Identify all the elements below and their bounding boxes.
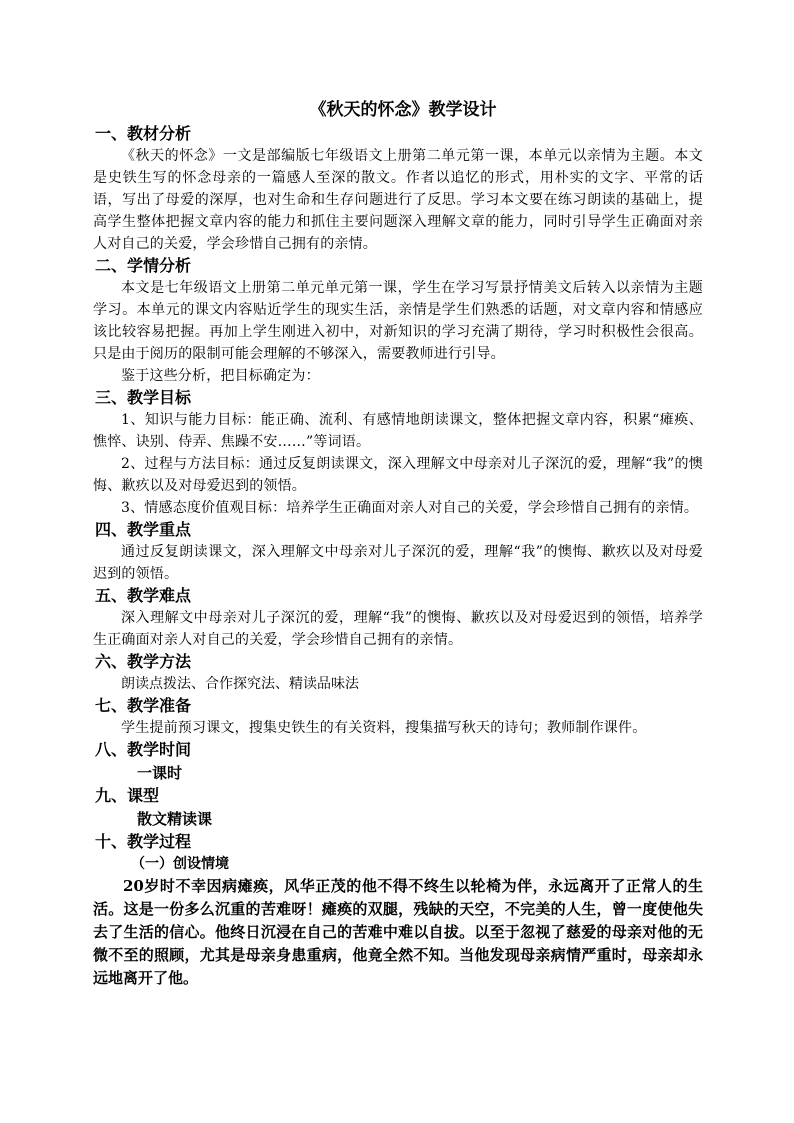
document-page: [93, 98, 703, 990]
heading-difficulties: 五、教学难点: [95, 586, 192, 605]
heading-textbook-analysis: 一、教材分析: [95, 124, 192, 143]
heading-key-points: 四、教学重点: [95, 520, 192, 539]
heading-lesson-type: 九、课型: [95, 786, 160, 805]
paragraph-textbook-analysis: 《秋天的怀念》一文是部编版七年级语文上册第二单元第一课，本单元以亲情为主题。本文是史铁生写的怀念母亲的一篇感人至深的散文。作者以追忆的形式，用朴实的文字、平常的话语，写出了母爱的深厚，也对生命和生存问题进行了反思。学习本文要在练习朗读的基础上，提高学生整体把握文章内容的能力和抓住主要问题深入理解文章的能力，同时引导学生正确面对亲人对自己的关爱，学会珍惜自己拥有的亲情。: [93, 148, 703, 252]
teaching-time-value: 一课时: [137, 764, 183, 782]
goal-emotion: 3、情感态度价值观目标：培养学生正确面对亲人对自己的关爱，学会珍惜自己拥有的亲情。: [121, 500, 699, 516]
paragraph-student-analysis: 本文是七年级语文上册第二单元单元第一课，学生在学习写景抒情美文后转入以亲情为主题学习。本单元的课文内容贴近学生的现实生活，亲情是学生们熟悉的话题，对文章内容和情感应该比较容易把握。再加上学生刚进入初中，对新知识的学习充满了期待，学习时积极性会很高。只是由于阅历的限制可能会理解的不够深入，需要教师进行引导。: [93, 280, 703, 362]
subheading-create-situation: （一）创设情境: [131, 856, 229, 872]
goal-process: 2、过程与方法目标：通过反复朗读课文，深入理解文中母亲对儿子深沉的爱，理解“我”的懊悔、歉疚以及对母爱迟到的领悟。: [93, 456, 703, 494]
paragraph-create-situation: 20岁时不幸因病瘫痪，风华正茂的他不得不终生以轮椅为伴，永远离开了正常人的生活。这是一份多么沉重的苦难呀！瘫痪的双腿，残缺的天空，不完美的人生，曾一度使他失去了生活的信心。他终日沉浸在自己的苦难中难以自拔。以至于忽视了慈爱的母亲对他的无微不至的照顾，尤其是母亲身患重病，他竟全然不知。当他发现母亲病情严重时，母亲却永远地离开了他。: [93, 877, 703, 987]
paragraph-preparation: 学生提前预习课文，搜集史铁生的有关资料，搜集描写秋天的诗句；教师制作课件。: [121, 720, 647, 736]
paragraph-teaching-methods: 朗读点拨法、合作探究法、精读品味法: [121, 676, 359, 692]
lesson-type-value: 散文精读课: [137, 810, 213, 828]
heading-teaching-time: 八、教学时间: [95, 740, 192, 759]
paragraph-key-points: 通过反复朗读课文，深入理解文中母亲对儿子深沉的爱，理解“我”的懊悔、歉疚以及对母爱迟到的领悟。: [93, 544, 703, 582]
heading-teaching-process: 十、教学过程: [95, 832, 192, 851]
heading-teaching-methods: 六、教学方法: [95, 652, 192, 671]
heading-student-analysis: 二、学情分析: [95, 256, 192, 275]
paragraph-goal-intro: 鉴于这些分析，把目标确定为：: [121, 368, 320, 384]
paragraph-difficulties: 深入理解文中母亲对儿子深沉的爱，理解“我”的懊悔、歉疚以及对母爱迟到的领悟，培养学生正确面对亲人对自己的关爱，学会珍惜自己拥有的亲情。: [93, 610, 703, 648]
document-title: 《秋天的怀念》教学设计: [309, 100, 497, 120]
heading-teaching-goals: 三、教学目标: [95, 388, 192, 407]
heading-preparation: 七、教学准备: [95, 696, 192, 715]
goal-knowledge: 1、知识与能力目标：能正确、流利、有感情地朗读课文，整体把握文章内容，积累“瘫痪、憔悴、诀别、侍弄、焦躁不安……”等词语。: [93, 412, 703, 450]
